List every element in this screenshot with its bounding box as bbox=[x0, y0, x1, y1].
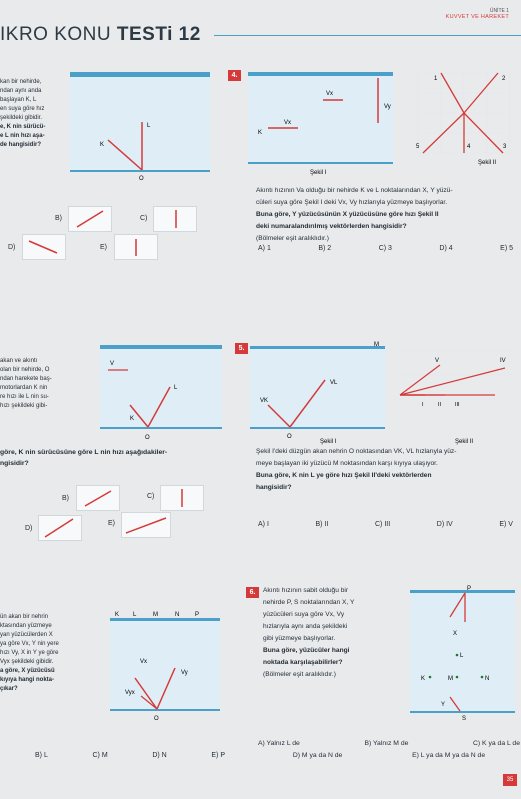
left-q2-box-c bbox=[160, 485, 204, 511]
left-q2-option-b[interactable]: B) bbox=[62, 495, 69, 502]
svg-text:V: V bbox=[435, 358, 440, 364]
svg-text:M: M bbox=[374, 342, 379, 348]
q6-option-a[interactable]: A) Yalnız L de bbox=[258, 740, 300, 747]
svg-text:P: P bbox=[467, 586, 472, 592]
left-q2-figure bbox=[100, 345, 225, 445]
left-q3-figure bbox=[105, 608, 225, 728]
svg-text:P: P bbox=[195, 612, 200, 618]
test-title: IKRO KONU TESTi 12 bbox=[0, 24, 201, 45]
svg-text:Vy: Vy bbox=[181, 670, 188, 676]
svg-text:I: I bbox=[422, 402, 424, 408]
q5-options bbox=[258, 521, 513, 528]
svg-text:4: 4 bbox=[467, 144, 471, 150]
svg-text:L: L bbox=[460, 653, 464, 659]
left-q1-box-b bbox=[68, 206, 112, 232]
svg-text:Vx: Vx bbox=[284, 120, 292, 126]
left-q1-option-b[interactable]: B) bbox=[55, 215, 62, 222]
q4-option-c[interactable]: C) 3 bbox=[378, 245, 392, 252]
q4-options bbox=[258, 245, 513, 252]
left-q1-box-e bbox=[114, 234, 158, 260]
q5-option-c[interactable]: C) III bbox=[374, 521, 391, 528]
svg-text:Vy: Vy bbox=[384, 104, 391, 110]
left-q1-option-e[interactable]: E) bbox=[100, 244, 107, 251]
left-q3-option-d[interactable]: D) N bbox=[152, 752, 167, 759]
left-q1-box-d bbox=[22, 234, 66, 260]
svg-text:IV: IV bbox=[500, 358, 506, 364]
left-q3-options bbox=[35, 752, 225, 759]
left-q1-option-d[interactable]: D) bbox=[8, 244, 16, 251]
header-rule bbox=[214, 35, 521, 36]
q4-option-b[interactable]: B) 2 bbox=[318, 245, 332, 252]
svg-text:III: III bbox=[455, 402, 460, 408]
svg-text:O: O bbox=[154, 716, 159, 722]
q6-option-c[interactable]: C) K ya da L de bbox=[473, 740, 520, 747]
question-number-6: 6. bbox=[246, 587, 259, 598]
page-number: 35 bbox=[503, 774, 517, 786]
svg-text:K: K bbox=[258, 130, 263, 136]
left-q2-option-c[interactable]: C) bbox=[147, 493, 155, 500]
svg-text:K: K bbox=[130, 416, 135, 422]
q5-fig1-caption: Şekil I bbox=[320, 439, 337, 445]
q5-text: Şekil I'deki düzgün akan nehrin O noktasından VK, VL hızlarıyla yüz- meye başlayan iki yüzücü M noktasından karşı kıyıya ulaşıyor. Buna göre, K nin L ye göre hızı Şekil II'deki vektörlerden hangisidir? bbox=[256, 448, 457, 491]
q6-option-b[interactable]: B) Yalnız M de bbox=[364, 740, 409, 747]
q4-fig2-caption: Şekil II bbox=[478, 160, 497, 166]
left-q3-text: ün akan bir nehrin ktasından yüzmeye yan yüzücülerden X ya göre Vx, Y nin yere hızı Vy, X in Y ye göre Vyx şekildeki gibidir. a göre, X yüzücüsü kıyıya hangi nokta- çıkar? bbox=[0, 614, 59, 692]
svg-text:O: O bbox=[139, 176, 144, 182]
left-q1-figure bbox=[70, 62, 220, 182]
q5-fig2-caption: Şekil II bbox=[455, 439, 474, 445]
left-q1-text: kan bir nehirde, ndan aynı anda başlayan K, L en suya göre hız şekildeki gibidir. e, K nin sürücü- e L nin hızı aşa- de hangisidir? bbox=[0, 79, 46, 148]
svg-text:K: K bbox=[421, 676, 426, 682]
q6-text: Akıntı hızının sabit olduğu bir nehirde P, S noktalarından X, Y yüzücüleri suya göre Vx, Vy hızlarıyla aynı anda şekildeki gibi yüzmeye başlıyorlar. Buna göre, yüzücüler hangi noktada karşılaşabilirler? (Bölmeler eşit aralıklıdır.) bbox=[263, 587, 355, 678]
question-number-5: 5. bbox=[235, 343, 248, 354]
q5-option-b[interactable]: B) II bbox=[315, 521, 329, 528]
q6-option-e[interactable]: E) L ya da M ya da N de bbox=[412, 752, 486, 759]
svg-text:L: L bbox=[133, 612, 137, 618]
svg-text:K: K bbox=[100, 142, 105, 148]
left-q2-text: akan ve akıntı olan bir nehirde, O ndan harekete baş- motorlardan K nin re hızı ile L nin su- hızı şekildeki gibi- bbox=[0, 358, 52, 409]
q5-option-d[interactable]: D) IV bbox=[436, 521, 453, 528]
svg-text:2: 2 bbox=[502, 76, 506, 82]
left-q2-question: göre, K nin sürücüsüne göre L nin hızı aşağıdakiler- ngisidir? bbox=[0, 449, 168, 467]
svg-text:S: S bbox=[462, 716, 467, 722]
left-q3-option-b[interactable]: B) L bbox=[35, 752, 48, 759]
svg-text:M: M bbox=[448, 676, 453, 682]
question-number-4: 4. bbox=[228, 70, 241, 81]
left-q3-option-e[interactable]: E) P bbox=[211, 752, 225, 759]
svg-text:5: 5 bbox=[416, 144, 420, 150]
q6-options bbox=[258, 738, 520, 762]
q6-option-d[interactable]: D) M ya da N de bbox=[292, 752, 343, 759]
svg-text:Vyx: Vyx bbox=[125, 690, 135, 696]
svg-text:Vx: Vx bbox=[140, 659, 148, 665]
q4-option-a[interactable]: A) 1 bbox=[258, 245, 271, 252]
svg-text:VL: VL bbox=[330, 380, 338, 386]
unit-small: ÜNİTE 1 bbox=[489, 8, 509, 14]
svg-text:L: L bbox=[174, 385, 178, 391]
svg-text:II: II bbox=[438, 402, 442, 408]
left-q2-option-e[interactable]: E) bbox=[108, 520, 115, 527]
q5-figures bbox=[250, 340, 518, 445]
svg-text:X: X bbox=[453, 631, 458, 637]
svg-text:VK: VK bbox=[260, 398, 269, 404]
left-q2-option-d[interactable]: D) bbox=[25, 525, 33, 532]
svg-text:V: V bbox=[110, 361, 115, 367]
left-q2-box-b bbox=[76, 485, 120, 511]
svg-text:1: 1 bbox=[434, 76, 438, 82]
unit-title: KUVVET VE HAREKET bbox=[445, 14, 509, 20]
svg-text:O: O bbox=[287, 434, 292, 440]
q5-option-a[interactable]: A) I bbox=[258, 521, 269, 528]
left-q2-box-d bbox=[38, 515, 82, 541]
svg-text:3: 3 bbox=[503, 144, 507, 150]
q4-text: Akıntı hızının Va olduğu bir nehirde K ve L noktalarından X, Y yüzü- cüleri suya göre Şekil I deki Vx, Vy hızlarıyla yüzmeye başlıyorlar. Buna göre, Y yüzücüsünün X yüzücüsüne göre hızı Şekil II deki numaralandırılmış vektörlerden hangisidir? (Bölmeler eşit aralıklıdır.) bbox=[256, 187, 453, 242]
svg-text:M: M bbox=[153, 612, 158, 618]
q4-option-e[interactable]: E) 5 bbox=[500, 245, 513, 252]
q6-figure bbox=[405, 582, 517, 722]
svg-text:N: N bbox=[485, 676, 490, 682]
left-q2-box-e bbox=[121, 512, 171, 538]
label-L: L bbox=[147, 123, 151, 129]
left-q3-option-c[interactable]: C) M bbox=[92, 752, 108, 759]
svg-text:N: N bbox=[175, 612, 180, 618]
svg-text:O: O bbox=[145, 435, 150, 441]
q4-fig1-caption: Şekil I bbox=[310, 170, 327, 176]
svg-text:Vx: Vx bbox=[326, 91, 334, 97]
svg-text:K: K bbox=[115, 612, 120, 618]
svg-text:Y: Y bbox=[441, 702, 446, 708]
q5-option-e[interactable]: E) V bbox=[499, 521, 513, 528]
q4-option-d[interactable]: D) 4 bbox=[439, 245, 453, 252]
left-q1-option-c[interactable]: C) bbox=[140, 215, 148, 222]
q4-figures bbox=[248, 68, 516, 178]
left-q1-box-c bbox=[153, 206, 197, 232]
